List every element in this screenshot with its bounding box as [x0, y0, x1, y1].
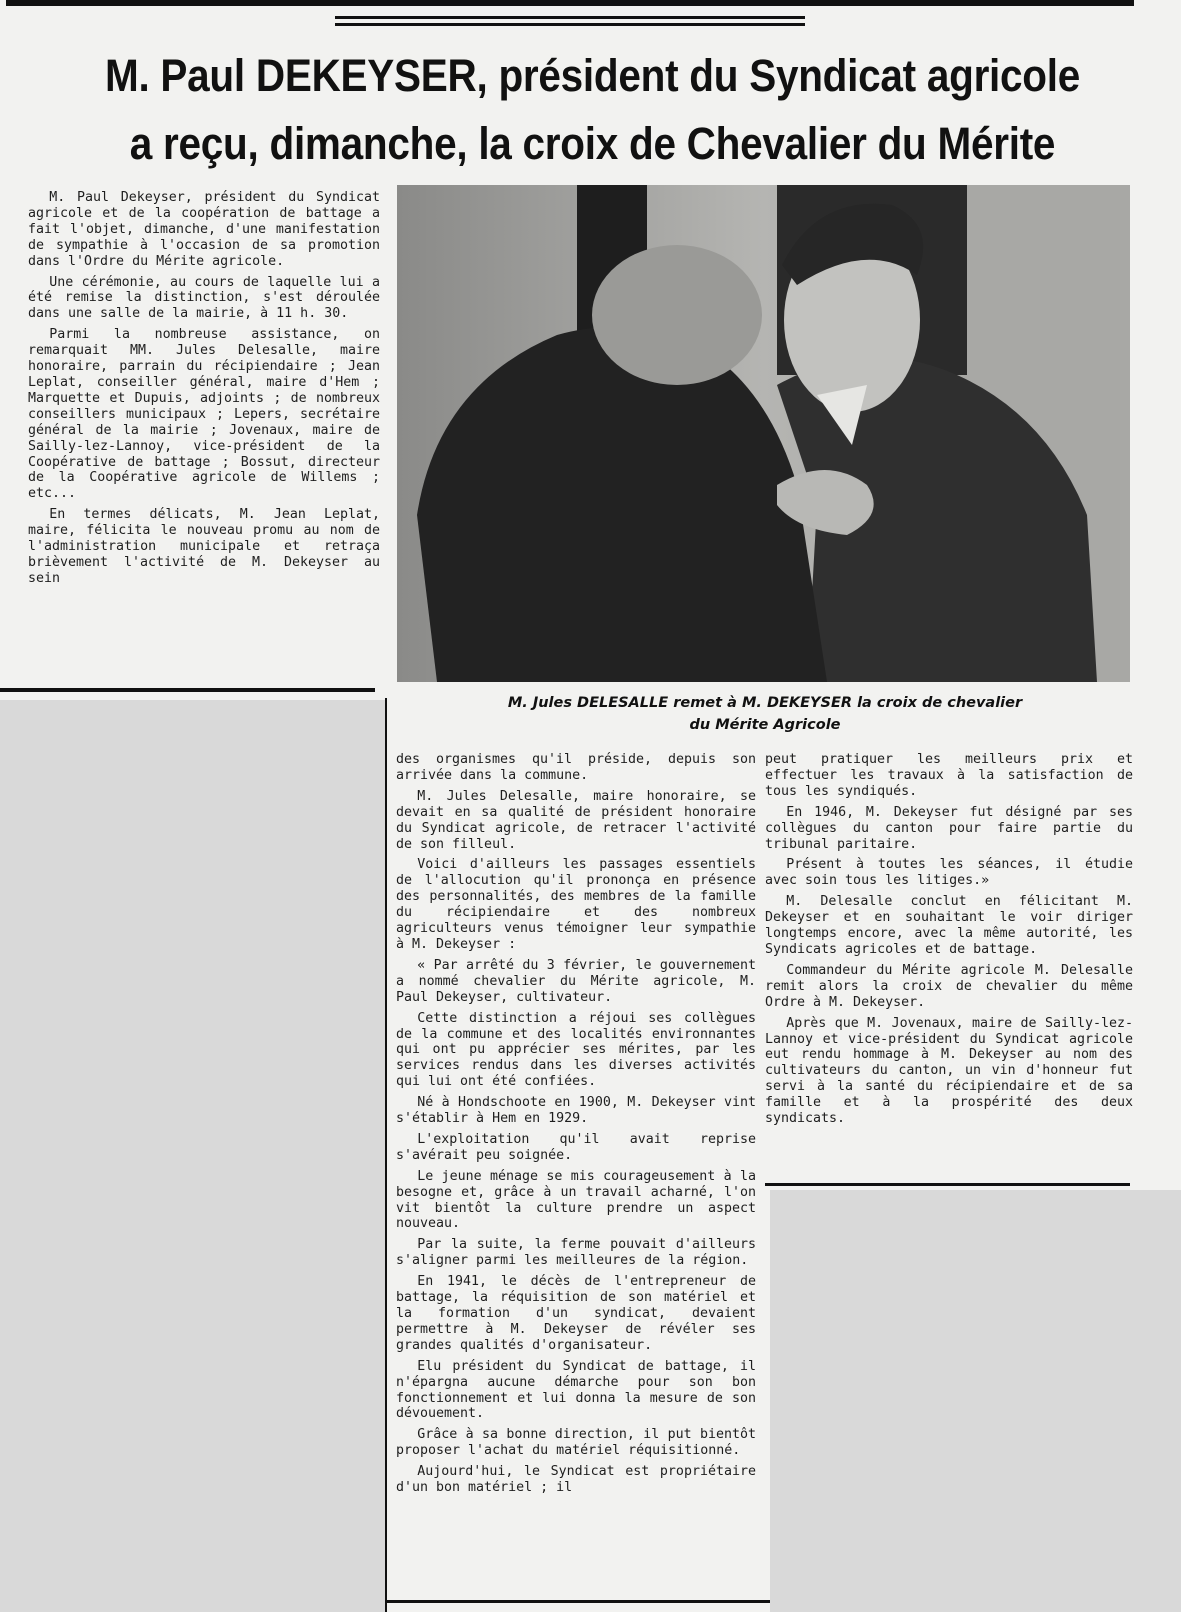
photo-caption-line-1: M. Jules DELESALLE remet à M. DEKEYSER la croix de chevalier — [507, 695, 1023, 711]
ornament-rule — [335, 23, 805, 26]
article-paragraph: M. Jules Delesalle, maire honoraire, se devait en sa qualité de président honoraire du Syndicat agricole, de retracer l'activité de son filleul. — [396, 788, 756, 852]
article-paragraph: Voici d'ailleurs les passages essentiels de l'allocution qu'il prononça en présence des personnalités, des membres de la famille du récipiendaire et des nombreux agriculteurs venus témoigner leur sympathie à M. Dekeyser : — [396, 857, 756, 952]
article-paragraph: En 1941, le décès de l'entrepreneur de battage, la réquisition de son matériel et la formation d'un syndicat, devaient permettre à M. Dekeyser de révéler ses grandes qualités d'organisateur. — [396, 1274, 756, 1353]
article-paragraph: Le jeune ménage se mis courageusement à la besogne et, grâce à un travail acharné, l'on vit bientôt la culture prendre un aspect nouveau. — [396, 1168, 756, 1232]
article-paragraph: Aujourd'hui, le Syndicat est propriétaire d'un bon matériel ; il — [396, 1464, 756, 1496]
article-paragraph: Présent à toutes les séances, il étudie avec soin tous les litiges.» — [765, 857, 1133, 889]
article-paragraph: « Par arrêté du 3 février, le gouvernement a nommé chevalier du Mérite agricole, M. Paul Dekeyser, cultivateur. — [396, 957, 756, 1005]
photo-caption-line-2: du Mérite Agricole — [689, 717, 841, 733]
article-paragraph: Cette distinction a réjoui ses collègues de la commune et des localités environnantes qui ont pu apprécier ses mérites, par les services rendus dans les diverses activités qui lui ont été confiées. — [396, 1010, 756, 1090]
article-paragraph: peut pratiquer les meilleurs prix et effectuer les travaux à la satisfaction de tous les syndiqués. — [765, 752, 1133, 799]
ceremony-photo-illustration — [397, 185, 1130, 682]
ceremony-photo — [397, 185, 1130, 682]
headline-line-1: M. Paul DEKEYSER, président du Syndicat agricole — [104, 50, 1081, 101]
article-paragraph: En termes délicats, M. Jean Leplat, maire, félicita le nouveau promu au nom de l'administration municipale et retraça brièvement l'activité de M. Dekeyser au sein — [28, 507, 380, 586]
article-column-right — [765, 752, 1133, 1132]
article-paragraph: Après que M. Jovenaux, maire de Sailly-lez-Lannoy et vice-président du Syndicat agricole eut rendu hommage à M. Dekeyser au nom des cultivateurs du canton, un vin d'honneur fut servi à la santé du récipiendaire et de sa famille et à la prospérité des deux syndicats. — [765, 1015, 1133, 1127]
article-paragraph: En 1946, M. Dekeyser fut désigné par ses collègues du canton pour faire partie du tribunal paritaire. — [765, 804, 1133, 852]
article-paragraph: M. Delesalle conclut en félicitant M. Dekeyser et en souhaitant le voir diriger longtemps encore, avec la même autorité, les Syndicats agricoles et de battage. — [765, 894, 1133, 957]
article-paragraph: Né à Hondschoote en 1900, M. Dekeyser vint s'établir à Hem en 1929. — [396, 1095, 756, 1127]
article-column-left — [28, 190, 380, 592]
headline-line-2: a reçu, dimanche, la croix de Chevalier du Mérite — [129, 118, 1056, 169]
column-end-rule — [765, 1183, 1130, 1186]
column-divider — [385, 698, 387, 1612]
column-end-rule — [385, 1600, 770, 1603]
article-paragraph: Par la suite, la ferme pouvait d'ailleurs s'aligner parmi les meilleures de la région. — [396, 1237, 756, 1269]
article-paragraph: Elu président du Syndicat de battage, il n'épargna aucune démarche pour son bon fonctionnement et lui donna la mesure de son dévouement. — [396, 1358, 756, 1422]
top-rule — [6, 0, 1134, 6]
article-paragraph: des organismes qu'il préside, depuis son arrivée dans la commune. — [396, 752, 756, 783]
article-paragraph: Une cérémonie, au cours de laquelle lui a été remise la distinction, s'est déroulée dans une salle de la mairie, à 11 h. 30. — [28, 274, 380, 322]
article-paragraph: L'exploitation qu'il avait reprise s'avérait peu soignée. — [396, 1131, 756, 1163]
article-paragraph: M. Paul Dekeyser, président du Syndicat agricole et de la coopération de battage a fait l'objet, dimanche, d'une manifestation de sympathie à l'occasion de sa promotion dans l'Ordre du Mérite agricole. — [28, 190, 380, 269]
photo-caption — [420, 692, 1110, 736]
ornament-rule — [335, 16, 805, 19]
article-paragraph: Parmi la nombreuse assistance, on remarquait MM. Jules Delesalle, maire honoraire, parrain du récipiendaire ; Jean Leplat, conseiller général, maire d'Hem ; Marquette et Dupuis, adjoints ; de nombreux conseillers municipaux ; Lepers, secrétaire général de la mairie ; Jovenaux, maire de Sailly-lez-Lannoy, vice-président de la Coopérative de battage ; Bossut, directeur de la Coopérative agricole de Willems ; etc... — [28, 327, 380, 502]
column-end-rule — [0, 688, 375, 692]
article-paragraph: Grâce à sa bonne direction, il put bientôt proposer l'achat du matériel réquisitionné. — [396, 1427, 756, 1459]
article-paragraph: Commandeur du Mérite agricole M. Delesalle remit alors la croix de chevalier du même Ordre à M. Dekeyser. — [765, 962, 1133, 1010]
article-column-middle — [396, 752, 756, 1501]
photo-man-left-head — [592, 245, 762, 385]
